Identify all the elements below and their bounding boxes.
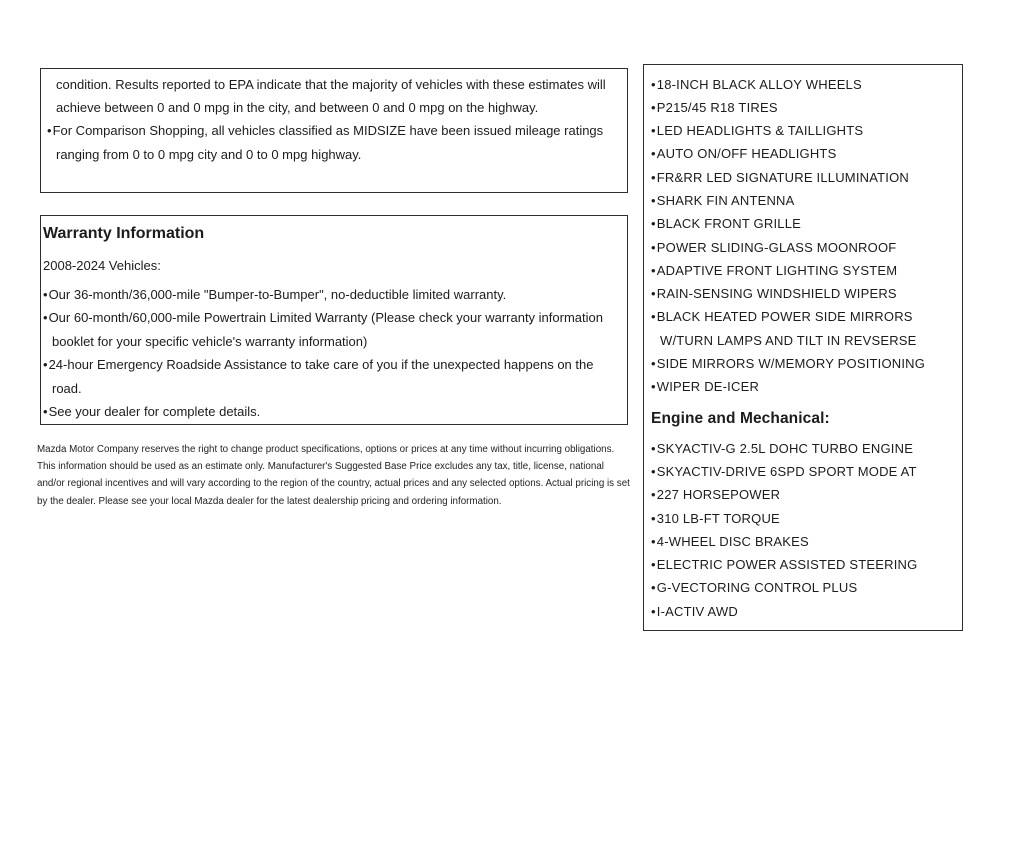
warranty-subtitle: 2008-2024 Vehicles: [43, 258, 161, 273]
exterior-feature-item: • BLACK HEATED POWER SIDE MIRRORS W/TURN LAMPS AND TILT IN REVSERSE [651, 305, 954, 352]
exterior-feature-item: • BLACK FRONT GRILLE [651, 212, 954, 235]
engine-feature-item: • G-VECTORING CONTROL PLUS [651, 576, 954, 599]
engine-features-list [651, 437, 954, 623]
exterior-feature-item: • P215/45 R18 TIRES [651, 96, 954, 119]
epa-continuation-text: condition. Results reported to EPA indicate that the majority of vehicles with these estimates will achieve between 0 and 0 mpg in the city, and between 0 and 0 mpg on the highway. [56, 77, 606, 116]
epa-bullet-item: • For Comparison Shopping, all vehicles classified as MIDSIZE have been issued mileage ratings ranging from 0 to 0 mpg city and 0 to 0 mpg highway. [47, 119, 615, 165]
engine-mechanical-heading: Engine and Mechanical: [651, 409, 830, 427]
exterior-feature-item: • SHARK FIN ANTENNA [651, 189, 954, 212]
engine-feature-item: • 310 LB-FT TORQUE [651, 507, 954, 530]
standard-features-box [643, 64, 963, 631]
engine-feature-item: • 4-WHEEL DISC BRAKES [651, 530, 954, 553]
warranty-bullet-list [43, 283, 615, 423]
warranty-box [40, 215, 628, 425]
exterior-feature-item: • LED HEADLIGHTS & TAILLIGHTS [651, 119, 954, 142]
exterior-features-list [651, 73, 954, 399]
engine-feature-item: • 227 HORSEPOWER [651, 483, 954, 506]
warranty-bullet-item: • Our 60-month/60,000-mile Powertrain Limited Warranty (Please check your warranty information booklet for your specific vehicle's warranty information) [43, 306, 615, 353]
warranty-bullet-item: • Our 36-month/36,000-mile "Bumper-to-Bumper", no-deductible limited warranty. [43, 283, 615, 306]
exterior-feature-item: • FR&RR LED SIGNATURE ILLUMINATION [651, 166, 954, 189]
engine-feature-item: • SKYACTIV-DRIVE 6SPD SPORT MODE AT [651, 460, 954, 483]
engine-feature-item: • SKYACTIV-G 2.5L DOHC TURBO ENGINE [651, 437, 954, 460]
exterior-feature-item: • POWER SLIDING-GLASS MOONROOF [651, 236, 954, 259]
warranty-bullet-item: • 24-hour Emergency Roadside Assistance to take care of you if the unexpected happens on the road. [43, 353, 615, 400]
legal-disclaimer: Mazda Motor Company reserves the right to change product specifications, options or prices at any time without incurring obligations. This information should be used as an estimate only. Manufacturer's Suggested Base Price excludes any tax, title, license, national and/or regional incentives and will vary according to the region of the country, actual prices and any selected options. Actual pricing is set by the dealer. Please see your local Mazda dealer for the latest dealership pricing and ordering information. [37, 444, 630, 507]
warranty-title: Warranty Information [43, 225, 205, 242]
exterior-feature-item: • RAIN-SENSING WINDSHIELD WIPERS [651, 282, 954, 305]
engine-feature-item: • ELECTRIC POWER ASSISTED STEERING [651, 553, 954, 576]
exterior-feature-item: • AUTO ON/OFF HEADLIGHTS [651, 142, 954, 165]
warranty-bullet-item: • See your dealer for complete details. [43, 400, 615, 423]
exterior-feature-item: • 18-INCH BLACK ALLOY WHEELS [651, 73, 954, 96]
exterior-feature-item: • SIDE MIRRORS W/MEMORY POSITIONING [651, 352, 954, 375]
exterior-feature-item: • WIPER DE-ICER [651, 375, 954, 398]
engine-feature-item: • I-ACTIV AWD [651, 600, 954, 623]
epa-fuel-economy-box [40, 68, 628, 193]
epa-bullet-list [47, 119, 615, 165]
exterior-feature-item: • ADAPTIVE FRONT LIGHTING SYSTEM [651, 259, 954, 282]
